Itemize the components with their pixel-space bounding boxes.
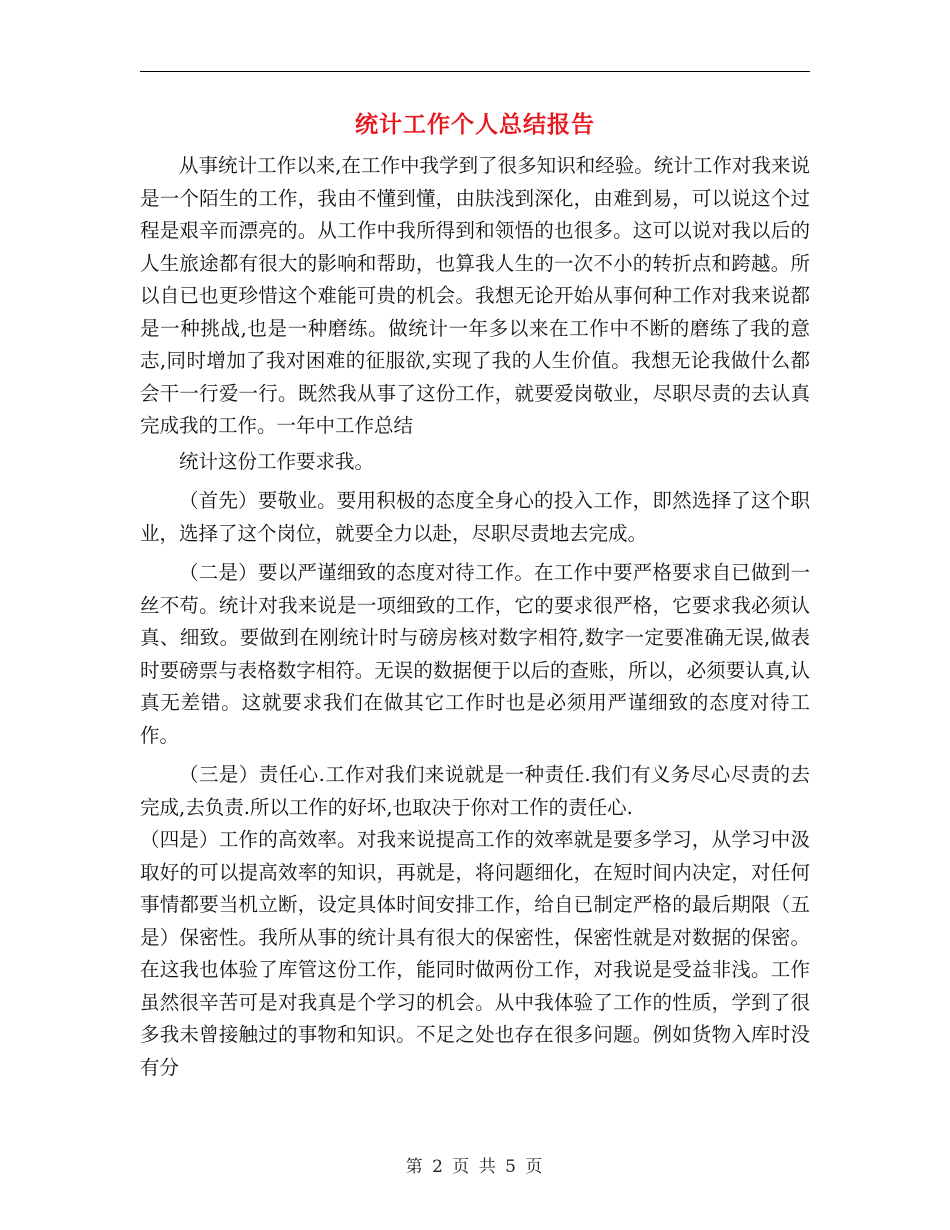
document-title: 统计工作个人总结报告	[355, 111, 595, 138]
paragraph-second: （二是）要以严谨细致的态度对待工作。在工作中要严格要求自已做到一丝不苟。统计对我来说是一项细致的工作，它的要求很严格，它要求我必须认真、细致。要做到在刚统计时与磅房核对数字相符,数字一定要准确无误,做表时要磅票与表格数字相符。无误的数据便于以后的查账，所以，必须要认真,认真无差错。这就要求我们在做其它工作时也是必须用严谨细致的态度对待工作。	[140, 561, 810, 747]
document-body	[140, 150, 810, 1084]
paragraph-first: （首先）要敬业。要用积极的态度全身心的投入工作，即然选择了这个职业，选择了这个岗位，就要全力以赴，尽职尽责地去完成。	[140, 489, 810, 545]
paragraph-fourth: （四是）工作的高效率。对我来说提高工作的效率就是要多学习，从学习中汲取好的可以提高效率的知识，再就是，将问题细化，在短时间内决定，对任何事情都要当机立断，设定具体时间安排工作，给自已制定严格的最后期限（五是）保密性。我所从事的统计具有很大的保密性，保密性就是对数据的保密。在这我也体验了库管这份工作，能同时做两份工作，对我说是受益非浅。工作虽然很辛苦可是对我真是个学习的机会。从中我体验了工作的性质，学到了很多我未曾接触过的事物和知识。不足之处也存在很多问题。例如货物入库时没有分	[140, 828, 810, 1079]
header-rule	[140, 71, 810, 72]
paragraph-intro: 从事统计工作以来,在工作中我学到了很多知识和经验。统计工作对我来说是一个陌生的工作，我由不懂到懂，由肤浅到深化，由难到易，可以说这个过程是艰辛而漂亮的。从工作中我所得到和领悟的也很多。这可以说对我以后的人生旅途都有很大的影响和帮助，也算我人生的一次不小的转折点和跨越。所以自已也更珍惜这个难能可贵的机会。我想无论开始从事何种工作对我来说都是一种挑战,也是一种磨练。做统计一年多以来在工作中不断的磨练了我的意志,同时增加了我对困难的征服欲,实现了我的人生价值。我想无论我做什么都会干一行爱一行。既然我从事了这份工作，就要爱岗敬业，尽职尽责的去认真完成我的工作。一年中工作总结	[140, 154, 810, 437]
paragraph-requirements: 统计这份工作要求我。	[179, 449, 375, 473]
paragraph-third: （三是）责任心.工作对我们来说就是一种责任.我们有义务尽心尽责的去完成,去负责.所以工作的好坏,也取决于你对工作的责任心.	[140, 763, 810, 819]
page-number: 第 2 页 共 5 页	[405, 1157, 545, 1177]
